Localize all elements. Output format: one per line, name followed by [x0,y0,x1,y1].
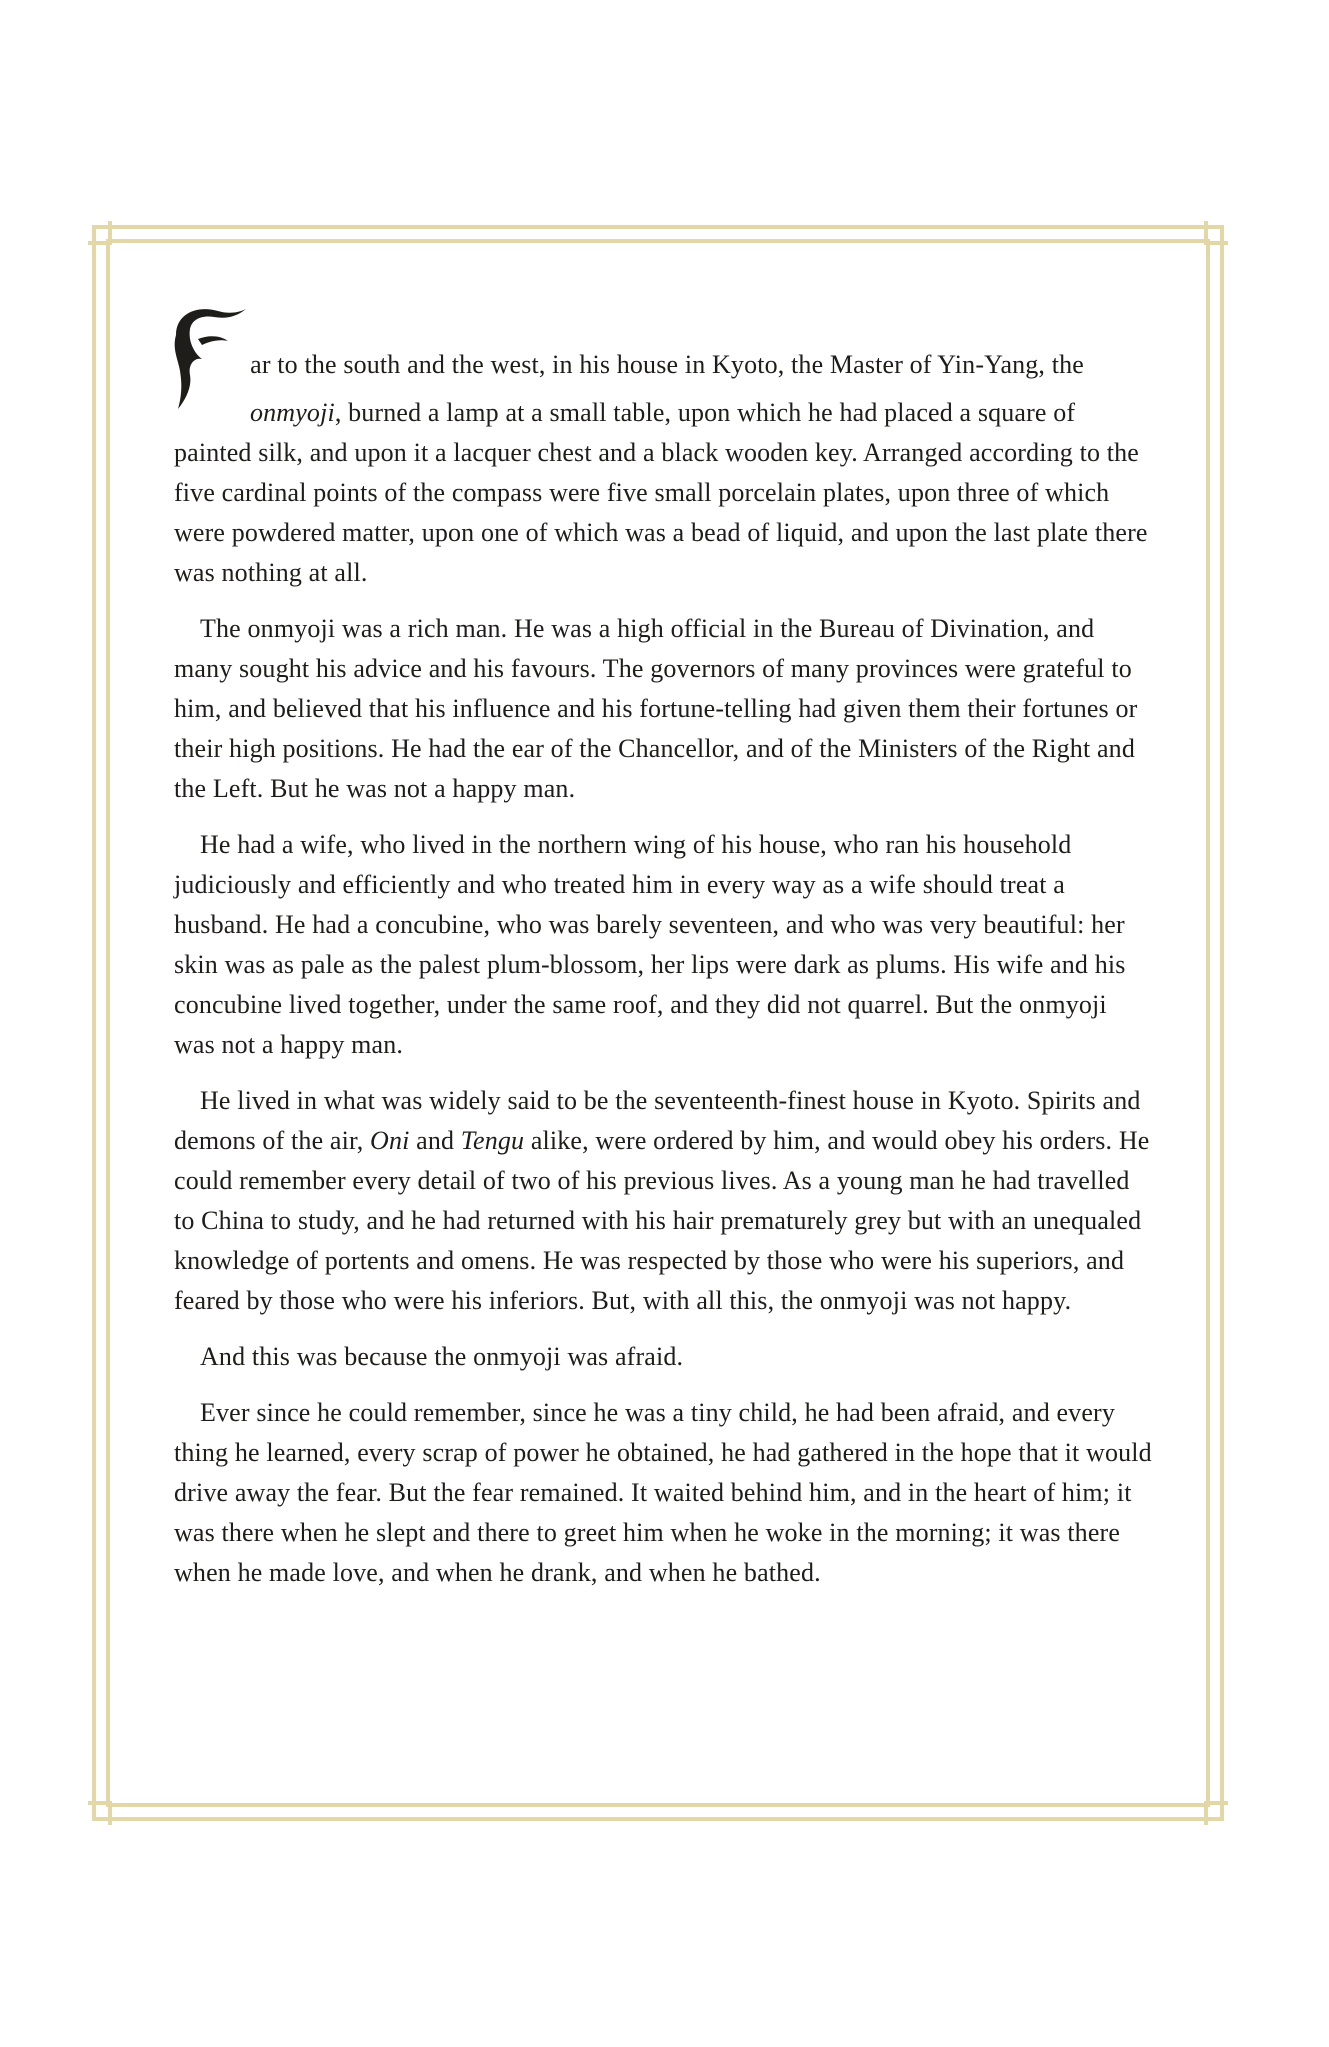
paragraph-6: Ever since he could remember, since he was a tiny child, he had been afraid, and every thing he learned, every scrap of power he obtained, he had gathered in the hope that it would drive away the fear. But the fear remained. It waited behind him, and in the heart of him; it was there when he slept and there to greet him when he woke in the morning; it was there when he made love, and when he drank, and when he bathed. [174,1398,1152,1587]
tengu-term: Tengu [460,1126,525,1155]
paragraph-5: And this was because the onmyoji was afraid. [200,1342,684,1371]
story-text [174,345,1154,1609]
paragraph-4-text-b: and [409,1126,461,1155]
paragraph-1-text: ar to the south and the west, in his house in Kyoto, the Master of Yin-Yang, the [250,350,1084,379]
oni-term: Oni [370,1126,410,1155]
paragraph-4-text-a: He lived in what was widely said to be the seventeenth-finest house in Kyoto. Spirits and demons of the air, [174,1086,1141,1155]
onmyoji-term: onmyoji [250,398,335,427]
paragraph-1 [174,345,1154,593]
paragraph-1-text-continued: , burned a lamp at a small table, upon which he had placed a square of painted silk, and upon it a lacquer chest and a black wooden key. Arranged according to the five cardinal points of the compass were five small porcelain plates, upon three of which were powdered matter, upon one of which was a bead of liquid, and upon the last plate there was nothing at all. [174,398,1148,587]
paragraph-4 [174,1081,1154,1321]
paragraph-4-text-c: alike, were ordered by him, and would obey his orders. He could remember every detail of two of his previous lives. As a young man he had travelled to China to study, and he had returned with his hair prematurely grey but with an unequaled knowledge of portents and omens. He was respected by those who were his superiors, and feared by those who were his inferiors. But, with all this, the onmyoji was not happy. [174,1126,1150,1315]
paragraph-2: The onmyoji was a rich man. He was a high official in the Bureau of Divination, and many sought his advice and his favours. The governors of many provinces were grateful to him, and believed that his influence and his fortune-telling had given them their fortunes or their high positions. He had the ear of the Chancellor, and of the Ministers of the Right and the Left. But he was not a happy man. [174,614,1138,803]
paragraph-3: He had a wife, who lived in the northern wing of his house, who ran his household judiciously and efficiently and who treated him in every way as a wife should treat a husband. He had a concubine, who was barely seventeen, and who was very beautiful: her skin was as pale as the palest plum-blossom, her lips were dark as plums. His wife and his concubine lived together, under the same roof, and they did not quarrel. But the onmyoji was not a happy man. [174,830,1126,1059]
ornamental-dropcap-f [168,295,248,413]
